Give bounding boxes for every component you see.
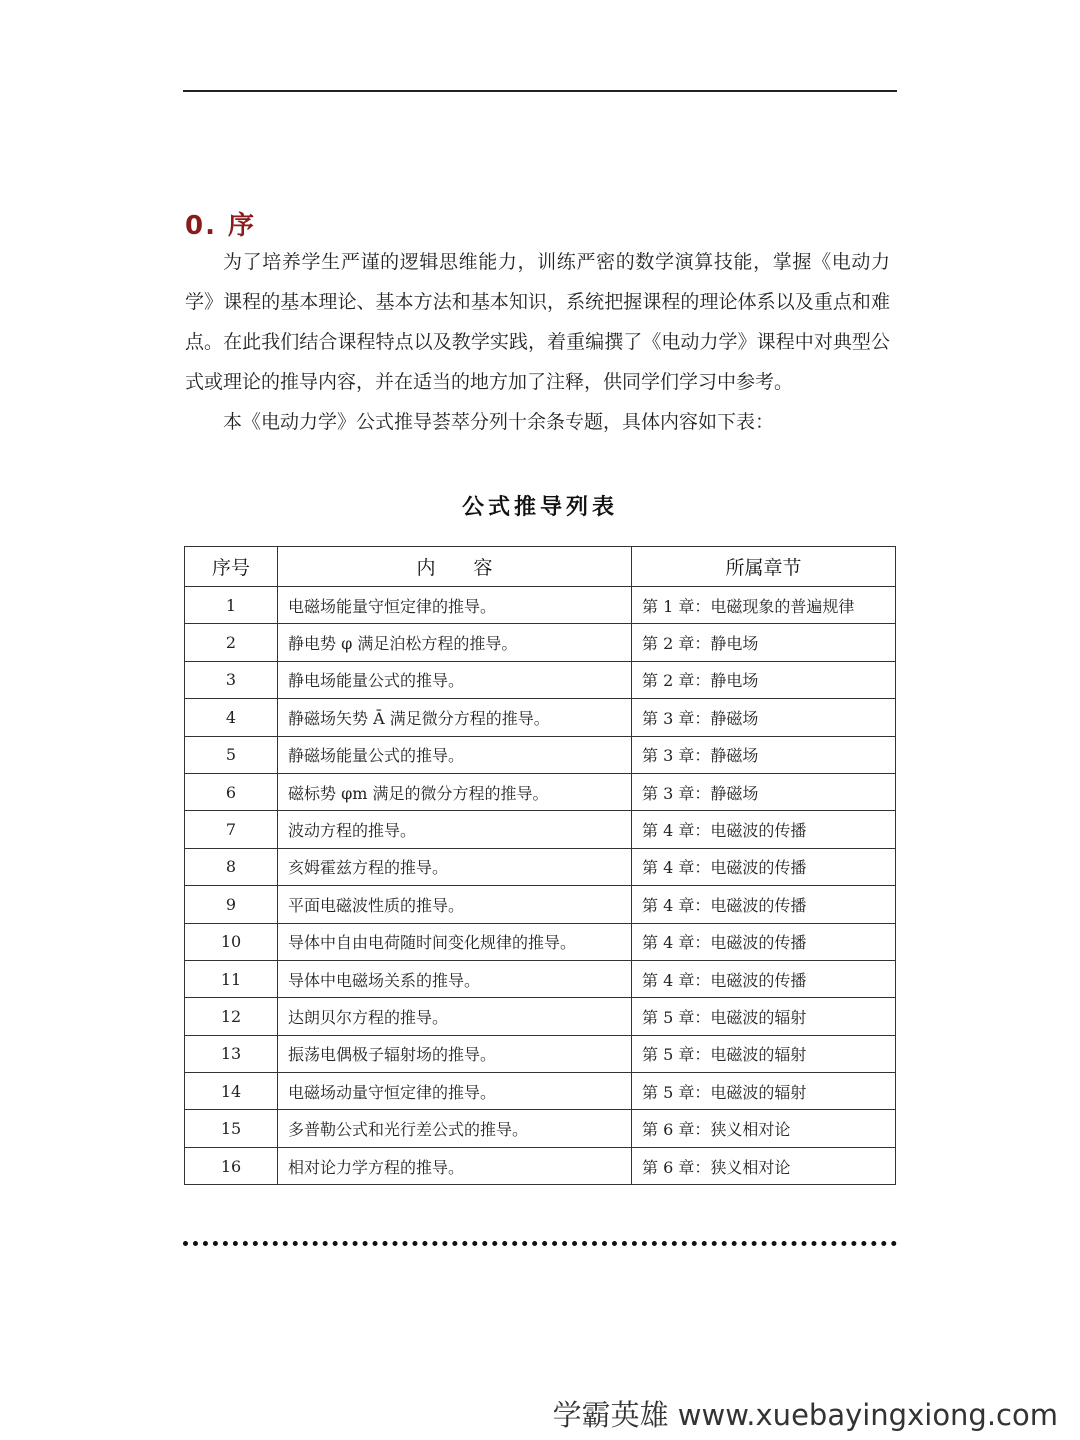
row-chapter: 第 1 章：电磁现象的普遍规律 xyxy=(632,587,896,624)
table-row xyxy=(185,1110,896,1147)
table-row xyxy=(185,848,896,885)
row-content: 导体中自由电荷随时间变化规律的推导。 xyxy=(278,923,632,960)
table-row xyxy=(185,923,896,960)
row-chapter: 第 5 章：电磁波的辐射 xyxy=(632,998,896,1035)
table-row xyxy=(185,811,896,848)
row-content: 静磁场能量公式的推导。 xyxy=(278,736,632,773)
header-rule xyxy=(183,90,897,92)
row-content: 静磁场矢势 Ā 满足微分方程的推导。 xyxy=(278,699,632,736)
row-number: 7 xyxy=(185,811,278,848)
row-chapter: 第 2 章：静电场 xyxy=(632,661,896,698)
row-chapter: 第 6 章：狭义相对论 xyxy=(632,1147,896,1184)
header-chapter: 所属章节 xyxy=(632,547,896,587)
table-row xyxy=(185,587,896,624)
row-chapter: 第 4 章：电磁波的传播 xyxy=(632,960,896,997)
row-content: 多普勒公式和光行差公式的推导。 xyxy=(278,1110,632,1147)
table-row xyxy=(185,960,896,997)
table-row xyxy=(185,1035,896,1072)
row-number: 5 xyxy=(185,736,278,773)
row-content: 静电势 φ 满足泊松方程的推导。 xyxy=(278,624,632,661)
row-number: 16 xyxy=(185,1147,278,1184)
table-row xyxy=(185,661,896,698)
row-content: 电磁场能量守恒定律的推导。 xyxy=(278,587,632,624)
row-content: 磁标势 φm 满足的微分方程的推导。 xyxy=(278,773,632,810)
row-content: 静电场能量公式的推导。 xyxy=(278,661,632,698)
row-number: 14 xyxy=(185,1073,278,1110)
row-number: 1 xyxy=(185,587,278,624)
intro-paragraph-2: 本《电动力学》公式推导荟萃分列十余条专题，具体内容如下表： xyxy=(223,411,775,433)
table-row xyxy=(185,736,896,773)
table-row xyxy=(185,1073,896,1110)
row-number: 12 xyxy=(185,998,278,1035)
table-header-row xyxy=(185,547,896,587)
table-row xyxy=(185,998,896,1035)
row-content: 波动方程的推导。 xyxy=(278,811,632,848)
row-chapter: 第 4 章：电磁波的传播 xyxy=(632,923,896,960)
table-body xyxy=(185,587,896,1185)
table-title: 公式推导列表 xyxy=(461,495,618,520)
row-content: 导体中电磁场关系的推导。 xyxy=(278,960,632,997)
footer-watermark: 学霸英雄 www.xuebayingxiong.com xyxy=(552,1398,1058,1432)
row-chapter: 第 5 章：电磁波的辐射 xyxy=(632,1073,896,1110)
row-number: 9 xyxy=(185,886,278,923)
table-row xyxy=(185,699,896,736)
row-number: 3 xyxy=(185,661,278,698)
row-number: 8 xyxy=(185,848,278,885)
row-content: 亥姆霍兹方程的推导。 xyxy=(278,848,632,885)
row-chapter: 第 2 章：静电场 xyxy=(632,624,896,661)
row-chapter: 第 3 章：静磁场 xyxy=(632,699,896,736)
row-number: 2 xyxy=(185,624,278,661)
table-row xyxy=(185,624,896,661)
row-number: 11 xyxy=(185,960,278,997)
row-content: 电磁场动量守恒定律的推导。 xyxy=(278,1073,632,1110)
intro-paragraph-1: 为了培养学生严谨的逻辑思维能力，训练严密的数学演算技能，掌握《电动力学》课程的基本理论、基本方法和基本知识，系统把握课程的理论体系以及重点和难点。在此我们结合课程特点以及教学实践，着重编撰了《电动力学》课程中对典型公式或理论的推导内容，并在适当的地方加了注释，供同学们学习中参考。 xyxy=(185,251,890,393)
intro-text xyxy=(185,242,890,442)
formula-table xyxy=(184,546,896,1185)
row-chapter: 第 4 章：电磁波的传播 xyxy=(632,848,896,885)
row-content: 振荡电偶极子辐射场的推导。 xyxy=(278,1035,632,1072)
row-chapter: 第 6 章：狭义相对论 xyxy=(632,1110,896,1147)
row-content: 平面电磁波性质的推导。 xyxy=(278,886,632,923)
section-heading: 0. 序 xyxy=(185,211,257,241)
row-number: 13 xyxy=(185,1035,278,1072)
row-number: 4 xyxy=(185,699,278,736)
header-no: 序号 xyxy=(185,547,278,587)
row-number: 10 xyxy=(185,923,278,960)
row-chapter: 第 3 章：静磁场 xyxy=(632,736,896,773)
row-number: 6 xyxy=(185,773,278,810)
table-row xyxy=(185,773,896,810)
row-number: 15 xyxy=(185,1110,278,1147)
row-chapter: 第 4 章：电磁波的传播 xyxy=(632,811,896,848)
row-content: 达朗贝尔方程的推导。 xyxy=(278,998,632,1035)
row-chapter: 第 5 章：电磁波的辐射 xyxy=(632,1035,896,1072)
header-content: 内 容 xyxy=(278,547,632,587)
table-row xyxy=(185,886,896,923)
dotted-divider xyxy=(183,1241,897,1246)
row-chapter: 第 3 章：静磁场 xyxy=(632,773,896,810)
row-chapter: 第 4 章：电磁波的传播 xyxy=(632,886,896,923)
table-row xyxy=(185,1147,896,1184)
row-content: 相对论力学方程的推导。 xyxy=(278,1147,632,1184)
